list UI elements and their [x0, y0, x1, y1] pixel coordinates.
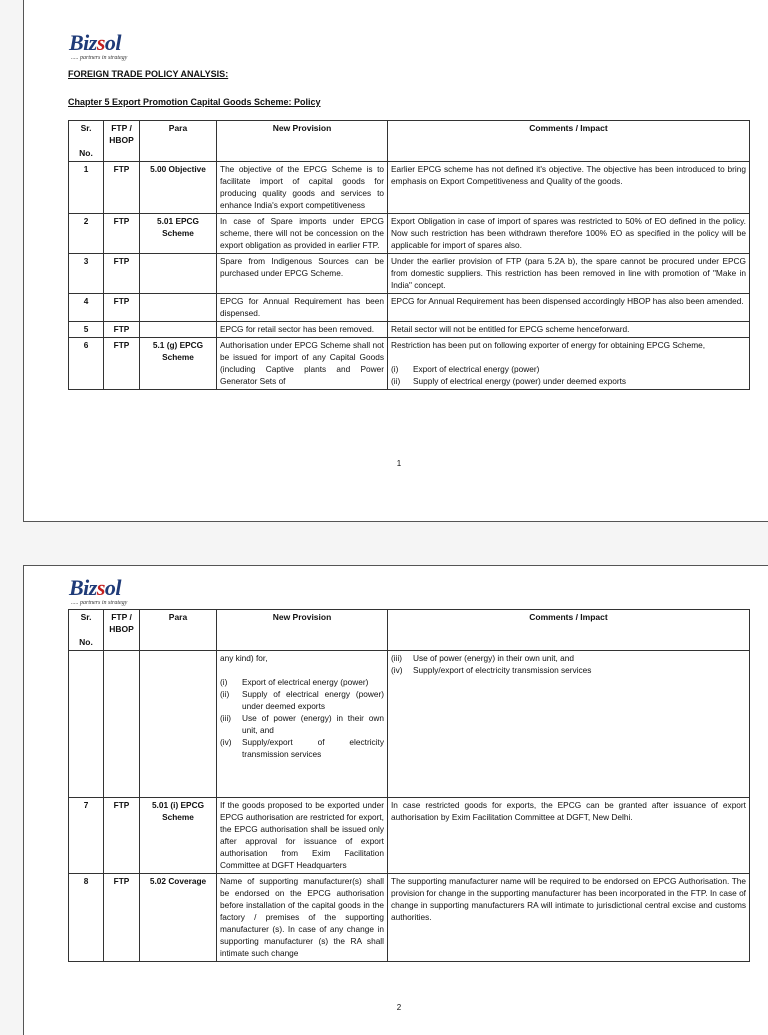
row-comments [388, 650, 750, 797]
table-row [69, 214, 750, 254]
list-item: (i) Export of electrical energy (power) [391, 364, 540, 375]
row-provision: The objective of the EPCG Scheme is to facilitate import of capital goods for producing quality goods and services to enhance India's export competitiveness [217, 161, 388, 213]
row-provision: EPCG for retail sector has been removed. [217, 322, 388, 338]
row-para [140, 254, 217, 294]
row-sr: 3 [69, 254, 104, 294]
list-item: (iii) Use of power (energy) in their own unit, and [220, 713, 384, 736]
row-ftp: FTP [104, 797, 140, 873]
row-comments [388, 338, 750, 390]
table-row [69, 650, 750, 797]
row-comments: Earlier EPCG scheme has not defined it's objective. The objective has been introduced to bring emphasis on Export Competitiveness and Quality of the goods. [388, 161, 750, 213]
document-page-1 [23, 0, 768, 522]
comments-list [391, 363, 746, 387]
row-provision: EPCG for Annual Requirement has been dispensed. [217, 294, 388, 322]
header-sr-no: Sr. No. [69, 121, 104, 162]
row-sr: 8 [69, 874, 104, 962]
bizsol-logo: Bizsol ..... partners in strategy [69, 575, 128, 606]
comments-list [391, 652, 746, 676]
row-sr: 2 [69, 214, 104, 254]
header-comments-impact: Comments / Impact [388, 121, 750, 162]
row-ftp: FTP [104, 874, 140, 962]
header-para: Para [140, 610, 217, 651]
header-new-provision: New Provision [217, 610, 388, 651]
row-para: 5.01 (i) EPCG Scheme [140, 797, 217, 873]
table-row [69, 338, 750, 390]
chapter-heading: Chapter 5 Export Promotion Capital Goods Scheme: Policy [68, 97, 321, 107]
list-item: (ii) Supply of electrical energy (power) under deemed exports [391, 376, 627, 387]
row-ftp: FTP [104, 161, 140, 213]
row-comments: Export Obligation in case of import of spares was restricted to 50% of EO defined in the policy. Now such restriction has been withdrawn therefore 100% EO as specified in the policy will be applicable for import of spares also. [388, 214, 750, 254]
row-provision: Spare from Indigenous Sources can be purchased under EPCG Scheme. [217, 254, 388, 294]
header-comments-impact: Comments / Impact [388, 610, 750, 651]
header-ftp-hbop: FTP / HBOP [104, 610, 140, 651]
row-ftp: FTP [104, 254, 140, 294]
bizsol-logo: Bizsol ..... partners in strategy [69, 30, 128, 61]
row-comments: EPCG for Annual Requirement has been dispensed accordingly HBOP has also been amended. [388, 294, 750, 322]
header-ftp-hbop: FTP / HBOP [104, 121, 140, 162]
comments-intro: Restriction has been put on following exporter of energy for obtaining EPCG Scheme, [391, 340, 706, 351]
row-ftp: FTP [104, 214, 140, 254]
list-item: (ii) Supply of electrical energy (power) under deemed exports [220, 688, 384, 711]
row-para [140, 294, 217, 322]
row-para [140, 322, 217, 338]
row-ftp: FTP [104, 322, 140, 338]
document-title: FOREIGN TRADE POLICY ANALYSIS: [68, 69, 229, 79]
policy-table [68, 120, 750, 390]
row-para: 5.02 Coverage [140, 874, 217, 962]
list-item: (iv) Supply/export of electricity transmission services [391, 664, 592, 675]
header-new-provision: New Provision [217, 121, 388, 162]
row-para: 5.00 Objective [140, 161, 217, 213]
list-item: (i) Export of electrical energy (power) [220, 676, 369, 687]
row-provision: Authorisation under EPCG Scheme shall not be issued for import of any Capital Goods (including Captive plants and Power Generator Sets of [217, 338, 388, 390]
header-para: Para [140, 121, 217, 162]
table-row [69, 254, 750, 294]
row-comments: Retail sector will not be entitled for EPCG scheme henceforward. [388, 322, 750, 338]
row-sr: 4 [69, 294, 104, 322]
row-para: 5.01 EPCG Scheme [140, 214, 217, 254]
row-sr: 6 [69, 338, 104, 390]
row-comments: In case restricted goods for exports, the EPCG can be granted after issuance of export authorisation by Exim Facilitation Committee at DGFT, New Delhi. [388, 797, 750, 873]
row-ftp: FTP [104, 338, 140, 390]
row-comments: Under the earlier provision of FTP (para 5.2A b), the spare cannot be procured under EPCG from domestic suppliers. This restriction has been removed in line with promotion of "Make in India" concept. [388, 254, 750, 294]
row-sr: 1 [69, 161, 104, 213]
row-ftp: FTP [104, 294, 140, 322]
document-page-2 [23, 565, 768, 1035]
row-provision [217, 650, 388, 797]
list-item: (iv) Supply/export of electricity transmission services [220, 737, 384, 760]
row-provision: Name of supporting manufacturer(s) shall be endorsed on the EPCG authorisation before installation of the capital goods in the factory / premises of the supporting manufacturer (s). In case of any change in supporting manufacturer (s) the RA shall intimate such change [217, 874, 388, 962]
page-number: 2 [396, 1003, 402, 1012]
table-row [69, 874, 750, 962]
row-comments: The supporting manufacturer name will be required to be endorsed on EPCG Authorisation. The provision for change in the supporting manufacturer has been incorporated in the FTP. In case of change in supporting manufacturers RA will intimate to jurisdictional central excise and customs authorities. [388, 874, 750, 962]
row-para: 5.1 (g) EPCG Scheme [140, 338, 217, 390]
provision-list [220, 676, 384, 760]
policy-table [68, 609, 750, 962]
table-row [69, 322, 750, 338]
row-provision: If the goods proposed to be exported under EPCG authorisation are restricted for export, the EPCG authorisation shall be issued only after approval for issuance of export authorisation from Exim Facilitation Committee at DGFT Headquarters [217, 797, 388, 873]
table-header-row [69, 121, 750, 162]
row-sr: 5 [69, 322, 104, 338]
table-header-row [69, 610, 750, 651]
row-sr: 7 [69, 797, 104, 873]
table-row [69, 161, 750, 213]
header-sr-no: Sr. No. [69, 610, 104, 651]
table-row [69, 294, 750, 322]
list-item: (iii) Use of power (energy) in their own unit, and [391, 652, 574, 663]
table-row [69, 797, 750, 873]
provision-intro: any kind) for, [220, 652, 268, 663]
row-provision: In case of Spare imports under EPCG scheme, there will not be concession on the export obligation as provided in earlier FTP. [217, 214, 388, 254]
page-number: 1 [396, 459, 402, 468]
